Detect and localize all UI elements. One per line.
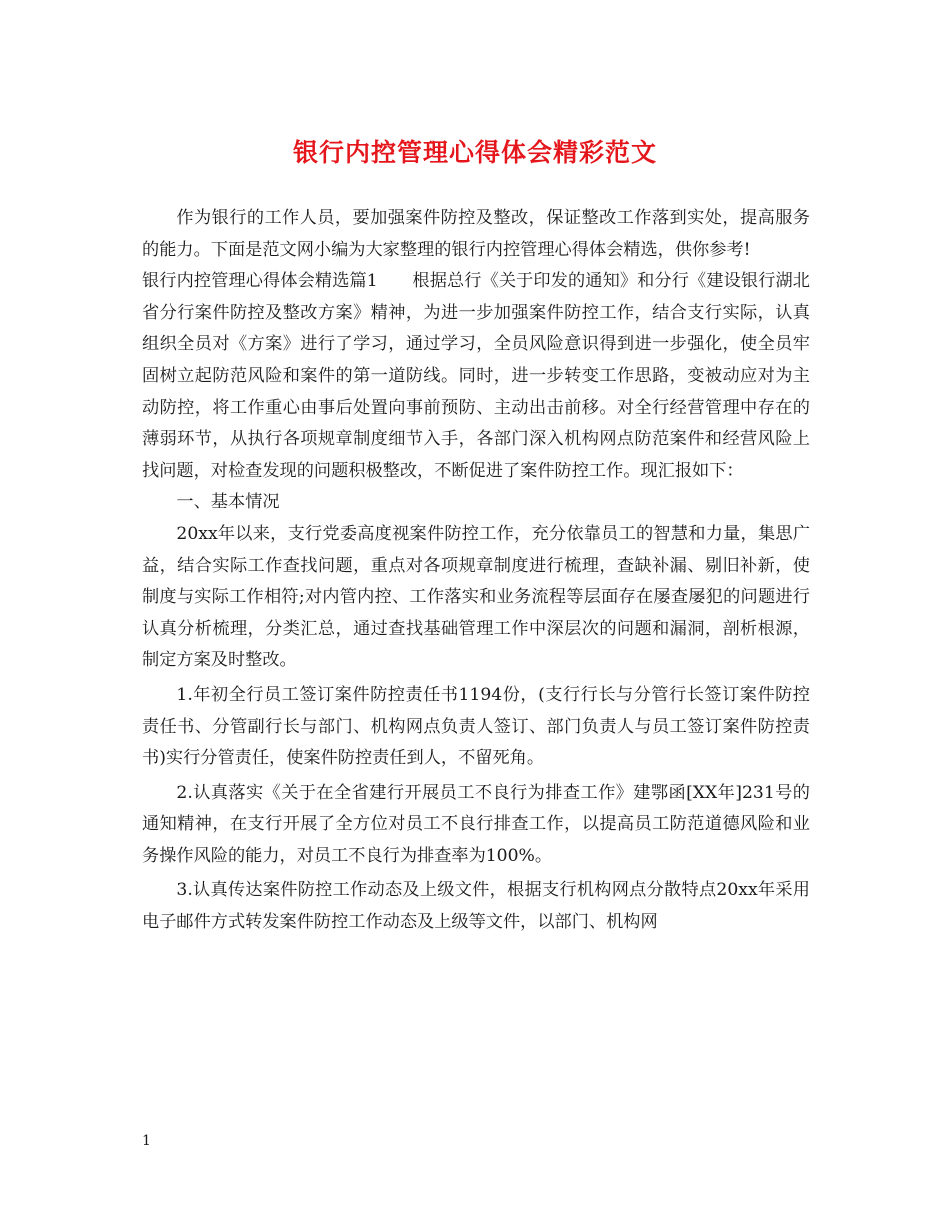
intro-paragraph: 作为银行的工作人员，要加强案件防控及整改，保证整改工作落到实处，提高服务的能力。下面是范文网小编为大家整理的银行内控管理心得体会精选，供你参考!	[142, 208, 810, 260]
document-title: 银行内控管理心得体会精彩范文	[292, 138, 657, 167]
item-1-paragraph: 1.年初全行员工签订案件防控责任书1194份，(支行行长与分管行长签订案件防控责任书、分管副行长与部门、机构网点负责人签订、部门负责人与员工签订案件防控责书)实行分管责任，使案件防控责任到人，不留死角。	[142, 684, 810, 769]
item-3-paragraph: 3.认真传达案件防控工作动态及上级文件，根据支行机构网点分散特点20xx年采用电子邮件方式转发案件防控工作动态及上级等文件，以部门、机构网	[142, 880, 810, 933]
heading-basic-situation: 一、基本情况	[176, 492, 280, 513]
section-1-paragraph: 银行内控管理心得体会精选篇1 根据总行《关于印发的通知》和分行《建设银行湖北省分行案件防控及整改方案》精神，为进一步加强案件防控工作，结合支行实际，认真组织全员对《方案》进行了学习，通过学习，全员风险意识得到进一步强化，使全员牢固树立起防范风险和案件的第一道防线。同时，进一步转变工作思路，变被动应对为主动防控，将工作重心由事后处置向事前预防、主动出击前移。对全行经营管理中存在的薄弱环节，从执行各项规章制度细节入手，各部门深入机构网点防范案件和经营风险上找问题，对检查发现的问题积极整改，不断促进了案件防控工作。现汇报如下：	[142, 271, 810, 481]
page-number: 1	[142, 1133, 151, 1149]
item-2-paragraph: 2.认真落实《关于在全省建行开展员工不良行为排查工作》建鄂函[XX年]231号的通知精神，在支行开展了全方位对员工不良行排查工作，以提高员工防范道德风险和业务操作风险的能力，对员工不良行为排查率为100%。	[142, 782, 810, 866]
document-body	[142, 203, 810, 939]
situation-paragraph: 20xx年以来，支行党委高度视案件防控工作，充分依靠员工的智慧和力量，集思广益，结合实际工作查找问题，重点对各项规章制度进行梳理，查缺补漏、剔旧补新，使制度与实际工作相符;对内管内控、工作落实和业务流程等层面存在屡查屡犯的问题进行认真分析梳理，分类汇总，通过查找基础管理工作中深层次的问题和漏洞，剖析根源，制定方案及时整改。	[142, 523, 810, 671]
